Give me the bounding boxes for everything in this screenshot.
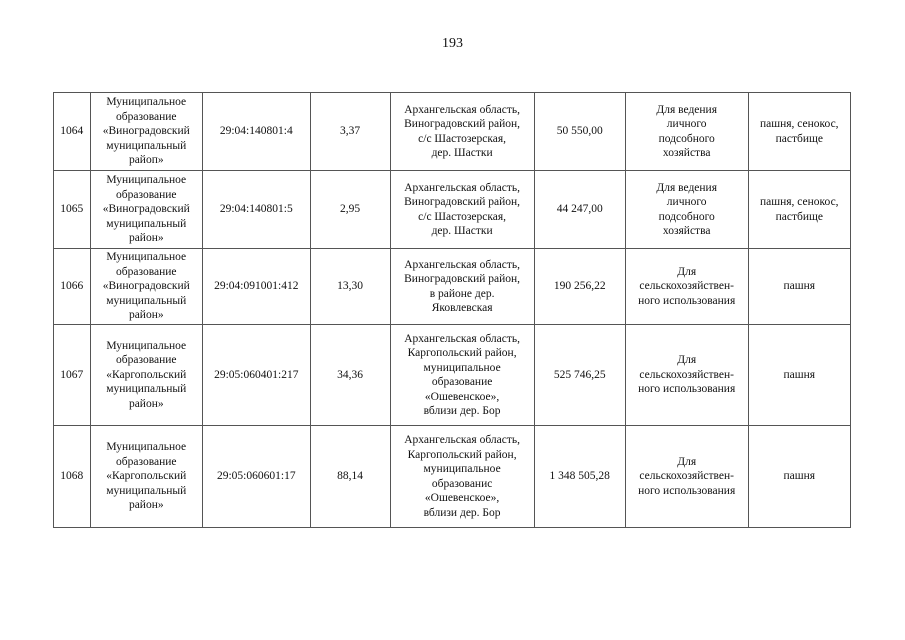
cadastral-number-cell: 29:04:140801:5: [203, 171, 310, 249]
address-cell: Архангельская область, Каргопольский район, муниципальное образованис «Ошевенское», вблизи дер. Бор: [390, 426, 534, 528]
price-cell: 525 746,25: [534, 325, 625, 426]
table-row: [54, 171, 851, 249]
cadastral-number-cell: 29:05:060401:217: [203, 325, 310, 426]
area-cell: 3,37: [310, 93, 390, 171]
table-row: [54, 426, 851, 528]
page-number: 193: [442, 36, 463, 51]
owner-cell: Муниципальное образование «Каргопольский муниципальный район»: [90, 325, 203, 426]
owner-cell: Муниципальное образование «Каргопольский муниципальный район»: [90, 426, 203, 528]
table-row: [54, 93, 851, 171]
address-cell: Архангельская область, Виноградовский район, в районе дер. Яковлевская: [390, 249, 534, 325]
land-use-cell: пашня: [748, 249, 850, 325]
land-use-cell: пашня, сенокос, пастбище: [748, 93, 850, 171]
row-number: 1068: [54, 426, 91, 528]
row-number: 1065: [54, 171, 91, 249]
purpose-cell: Для ведения личного подсобного хозяйства: [625, 93, 748, 171]
purpose-cell: Для ведения личного подсобного хозяйства: [625, 171, 748, 249]
area-cell: 2,95: [310, 171, 390, 249]
table-row: [54, 325, 851, 426]
area-cell: 34,36: [310, 325, 390, 426]
row-number: 1064: [54, 93, 91, 171]
row-number: 1067: [54, 325, 91, 426]
address-cell: Архангельская область, Каргопольский район, муниципальное образование «Ошевенское», вблизи дер. Бор: [390, 325, 534, 426]
purpose-cell: Для сельскохозяйствен- ного использования: [625, 426, 748, 528]
price-cell: 50 550,00: [534, 93, 625, 171]
cadastral-number-cell: 29:04:140801:4: [203, 93, 310, 171]
price-cell: 1 348 505,28: [534, 426, 625, 528]
land-use-cell: пашня: [748, 426, 850, 528]
owner-cell: Муниципальное образование «Виноградовский муниципальный район»: [90, 171, 203, 249]
owner-cell: Муниципальное образование «Виноградовский муниципальный райоп»: [90, 93, 203, 171]
owner-cell: Муниципальное образование «Виноградовский муниципальный район»: [90, 249, 203, 325]
table-row: [54, 249, 851, 325]
row-number: 1066: [54, 249, 91, 325]
purpose-cell: Для сельскохозяйствен- ного использования: [625, 325, 748, 426]
area-cell: 13,30: [310, 249, 390, 325]
price-cell: 44 247,00: [534, 171, 625, 249]
area-cell: 88,14: [310, 426, 390, 528]
address-cell: Архангельская область, Виноградовский район, с/с Шастозерская, дер. Шастки: [390, 171, 534, 249]
purpose-cell: Для сельскохозяйствен- ного использования: [625, 249, 748, 325]
address-cell: Архангельская область, Виноградовский район, с/с Шастозерская, дер. Шастки: [390, 93, 534, 171]
cadastral-number-cell: 29:05:060601:17: [203, 426, 310, 528]
land-use-cell: пашня: [748, 325, 850, 426]
cadastral-number-cell: 29:04:091001:412: [203, 249, 310, 325]
price-cell: 190 256,22: [534, 249, 625, 325]
land-plots-table: [53, 92, 851, 528]
land-use-cell: пашня, сенокос, пастбище: [748, 171, 850, 249]
